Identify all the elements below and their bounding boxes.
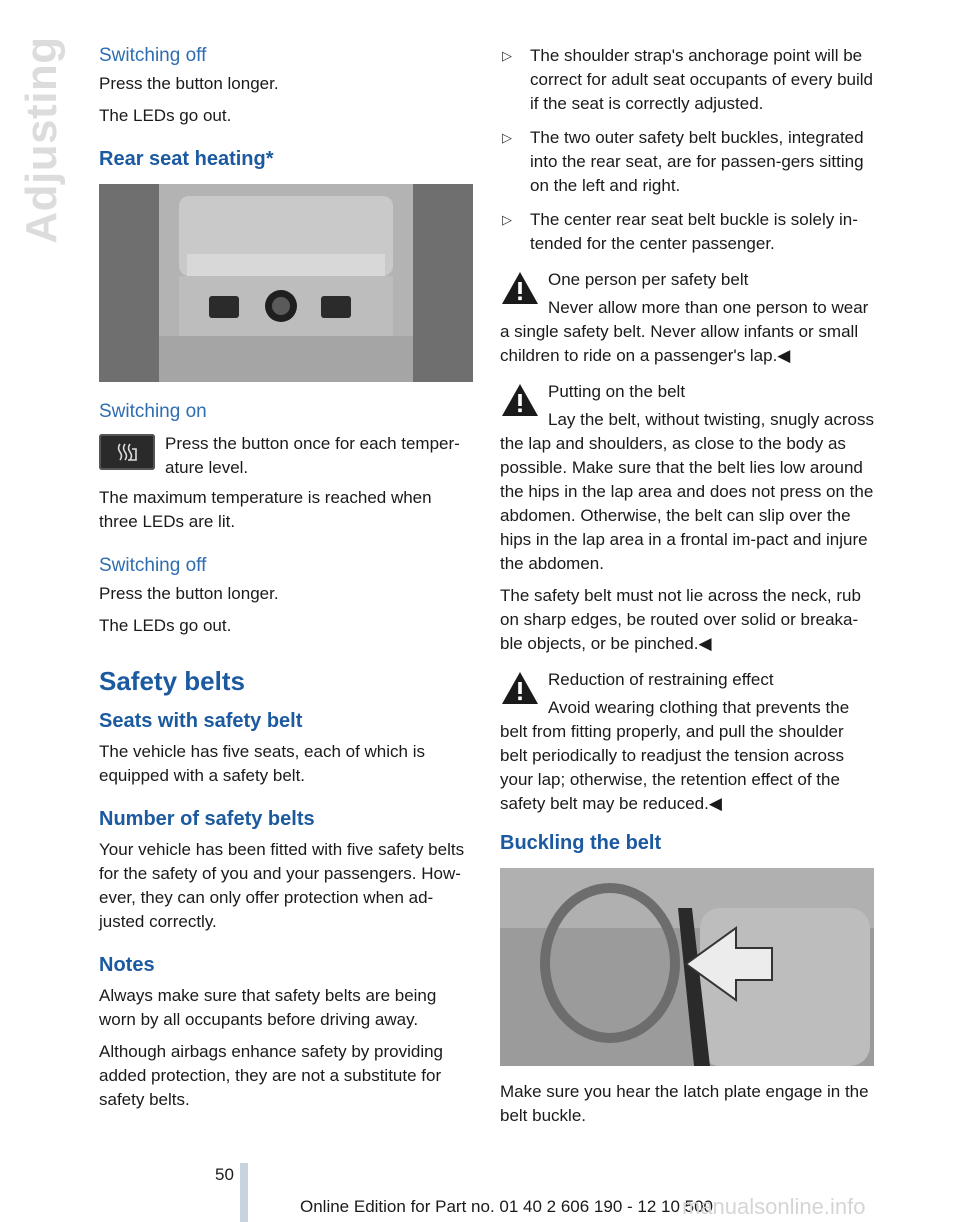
- triangle-bullet-icon: ▷: [502, 212, 512, 227]
- paragraph: The LEDs go out.: [99, 106, 232, 125]
- page-number: 50: [215, 1165, 234, 1184]
- watermark: manualsonline.info: [682, 1194, 866, 1219]
- paragraph: Press the button longer.: [99, 74, 279, 93]
- warning-body: Avoid wearing clothing that prevents the belt from fitting properly, and pull the shoulder belt periodically to readjust the tension across your lap; otherwise, the retention effect of the safety belt may be reduced.◀: [500, 698, 850, 813]
- list-item: ▷ The shoulder strap's anchorage point will be correct for adult seat occupants of every build if the seat is correctly adjusted.: [502, 46, 874, 113]
- right-column: [500, 44, 874, 1136]
- paragraph: The maximum temperature is reached when three LEDs are lit.: [99, 488, 432, 531]
- paragraph: The vehicle has five seats, each of which is equipped with a safety belt.: [99, 742, 425, 785]
- switching-off-heading: Switching off: [99, 555, 207, 576]
- seats-with-safety-belt-heading: Seats with safety belt: [99, 710, 303, 732]
- rear-seat-heating-photo: [99, 184, 473, 382]
- buckling-belt-photo: [500, 868, 874, 1066]
- bullet-list: [500, 44, 874, 256]
- paragraph: The LEDs go out.: [99, 616, 232, 635]
- triangle-bullet-icon: ▷: [502, 130, 512, 145]
- left-column: [99, 44, 473, 1120]
- rear-seat-heating-heading: Rear seat heating*: [99, 148, 274, 170]
- number-of-safety-belts-heading: Number of safety belts: [99, 808, 315, 830]
- warning-block: [500, 268, 874, 368]
- warning-body: The safety belt must not lie across the neck, rub on sharp edges, be routed over solid or breaka-ble objects, or be pinched.◀: [500, 586, 861, 653]
- warning-triangle-icon: [500, 670, 540, 706]
- warning-body: Lay the belt, without twisting, snugly across the lap and shoulders, as close to the body as possible. Make sure that the belt lies low around the hips in the lap area and does not press on the abdomen. Otherwise, the belt can slip over the hips in the lap area in a frontal im-pact and injure the abdomen.: [500, 410, 874, 573]
- warning-title: One person per safety belt: [548, 270, 749, 289]
- paragraph: Always make sure that safety belts are being worn by all occupants before driving away.: [99, 986, 437, 1029]
- seat-heating-button-row: [99, 432, 473, 480]
- triangle-bullet-icon: ▷: [502, 48, 512, 63]
- warning-triangle-icon: [500, 270, 540, 306]
- list-item: ▷ The center rear seat belt buckle is solely in-tended for the center passenger.: [502, 210, 858, 253]
- paragraph: Make sure you hear the latch plate engage in the belt buckle.: [500, 1082, 869, 1125]
- list-item: ▷ The two outer safety belt buckles, integrated into the rear seat, are for passen-gers sitting on the left and right.: [502, 128, 864, 195]
- paragraph: Press the button longer.: [99, 584, 279, 603]
- paragraph: Although airbags enhance safety by providing added protection, they are not a substitute for safety belts.: [99, 1042, 444, 1109]
- notes-heading: Notes: [99, 954, 155, 976]
- buckling-the-belt-heading: Buckling the belt: [500, 832, 662, 854]
- warning-body: Never allow more than one person to wear a single safety belt. Never allow infants or small children to ride on a passenger's lap.◀: [500, 298, 869, 365]
- footer-divider: [240, 1163, 248, 1222]
- warning-title: Reduction of restraining effect: [548, 670, 774, 689]
- edition-footer: Online Edition for Part no. 01 40 2 606 190 - 12 10 500: [300, 1197, 714, 1216]
- warning-triangle-icon: [500, 382, 540, 418]
- safety-belts-title: Safety belts: [99, 666, 245, 696]
- warning-block: [500, 668, 874, 816]
- switching-off-heading: Switching off: [99, 45, 207, 66]
- warning-title: Putting on the belt: [548, 382, 686, 401]
- seat-heating-button-icon: [99, 434, 155, 470]
- chapter-side-tab: [17, 36, 66, 244]
- paragraph: Your vehicle has been fitted with five safety belts for the safety of you and your passengers. How-ever, they can only offer protection when ad-justed correctly.: [99, 840, 465, 931]
- warning-block: [500, 380, 874, 656]
- switching-on-instruction: Press the button once for each temper-ature level.: [165, 434, 460, 477]
- switching-on-heading: Switching on: [99, 401, 207, 422]
- chapter-side-tab-label: Adjusting: [17, 36, 66, 244]
